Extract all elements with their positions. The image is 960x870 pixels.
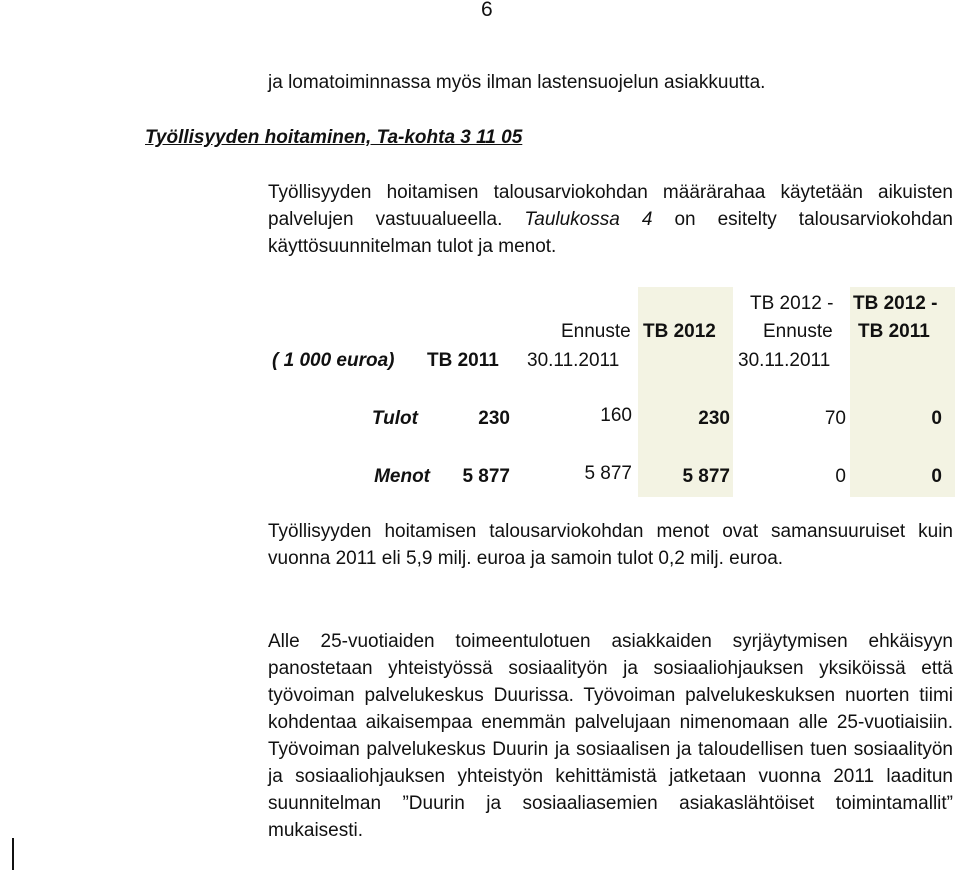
header-ennuste-line1: Ennuste [561, 321, 631, 342]
paragraph-intro-part1: Työllisyyden hoitamisen talousarviokohdan määrärahaa käytetään aikuisten palvelujen vastuualueella. [268, 182, 953, 230]
header-diff2-line2: TB 2011 [858, 321, 930, 342]
cell-tulot-ennuste: 160 [600, 405, 632, 426]
row-label-menot: Menot [374, 466, 430, 487]
paragraph-summary: Työllisyyden hoitamisen talousarviokohdan menot ovat samansuuruiset kuin vuonna 2011 eli 5,9 milj. euroa ja samoin tulot 0,2 milj. euroa. [268, 521, 953, 569]
cell-menot-tb2011: 5 877 [462, 466, 510, 487]
cell-tulot-diff1: 70 [824, 408, 846, 429]
header-diff1-line2: Ennuste [763, 321, 833, 342]
header-diff1-line3: 30.11.2011 [738, 350, 831, 371]
paragraph-intro-part2: on esitelty talousarviokohdan käyttösuunnitelman tulot ja menot. [268, 209, 954, 257]
cell-tulot-tb2012: 230 [698, 408, 730, 429]
unit-label: ( 1 000 euroa) [272, 350, 395, 371]
cell-menot-diff1: 0 [835, 466, 846, 487]
cell-menot-ennuste: 5 877 [584, 463, 632, 484]
table-reference: Taulukossa 4 [524, 209, 653, 230]
cell-menot-tb2012: 5 877 [682, 466, 730, 487]
intro-line: ja lomatoiminnassa myös ilman lastensuojelun asiakkuutta. [268, 72, 766, 93]
row-label-tulot: Tulot [371, 408, 418, 429]
cell-tulot-tb2011: 230 [478, 408, 510, 429]
header-tb2011: TB 2011 [427, 350, 499, 371]
header-diff2-line1: TB 2012 - [853, 293, 938, 314]
header-ennuste-line2: 30.11.2011 [527, 350, 620, 371]
cell-tulot-diff2: 0 [931, 408, 942, 429]
change-bar [12, 838, 14, 870]
paragraph-intro [268, 179, 953, 260]
budget-table [0, 287, 960, 497]
header-diff1-line1: TB 2012 - [750, 293, 834, 314]
page-number: 6 [481, 0, 493, 21]
header-tb2012: TB 2012 [643, 321, 716, 342]
cell-menot-diff2: 0 [931, 466, 942, 487]
section-heading: Työllisyyden hoitaminen, Ta-kohta 3 11 05 [145, 127, 523, 148]
paragraph-youth: Alle 25-vuotiaiden toimeentulotuen asiakkaiden syrjäytymisen ehkäisyyn panostetaan yhteistyössä sosiaalityön ja sosiaaliohjauksen yksiköissä että työvoiman palvelukeskus Duurissa. Työvoiman palvelukeskuksen nuorten tiimi kohdentaa aikaisempaa enemmän palvelujaan nimenomaan alle 25-vuotiaisiin. Työvoiman palvelukeskus Duurin ja sosiaalisen ja taloudellisen tuen sosiaalityön ja sosiaaliohjauksen yhteistyön kehittämistä jatketaan vuonna 2011 laaditun suunnitelman ”Duurin ja sosiaaliasemien asiakaslähtöiset toimintamallit” mukaisesti. [268, 631, 953, 841]
